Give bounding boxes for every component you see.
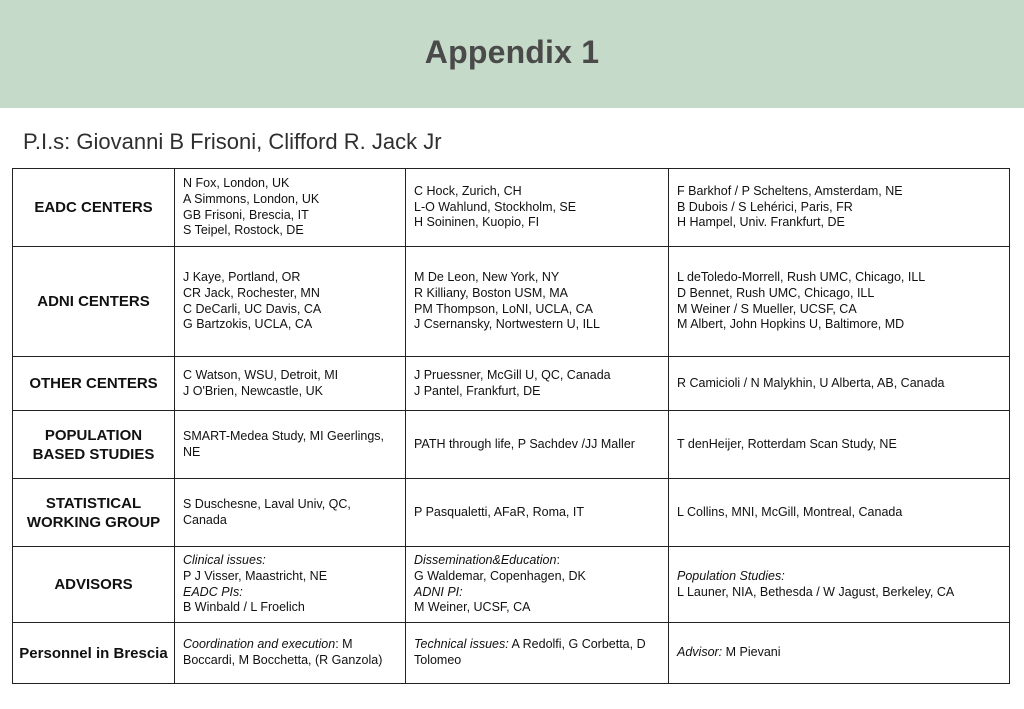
row-label: OTHER CENTERS <box>13 357 175 411</box>
table-row <box>13 479 1010 547</box>
cell-line: J O'Brien, Newcastle, UK <box>183 383 323 398</box>
table-cell <box>406 479 669 547</box>
row-label: STATISTICAL WORKING GROUP <box>13 479 175 547</box>
cell-line: C Watson, WSU, Detroit, MI <box>183 367 339 382</box>
cell-line: G Waldemar, Copenhagen, DK <box>414 568 586 583</box>
table-cell <box>406 247 669 357</box>
table-cell <box>175 623 406 684</box>
cell-line: J Csernansky, Nortwestern U, ILL <box>414 317 600 332</box>
table-row <box>13 547 1010 623</box>
row-label: EADC CENTERS <box>13 169 175 247</box>
table-cell <box>175 169 406 247</box>
cell-italic-label: EADC PIs: <box>183 584 243 599</box>
cell-line: D Bennet, Rush UMC, Chicago, ILL <box>677 285 875 300</box>
cell-line: F Barkhof / P Scheltens, Amsterdam, NE <box>677 183 903 198</box>
cell-line: H Soininen, Kuopio, FI <box>414 215 540 230</box>
table-row <box>13 357 1010 411</box>
cell-line: J Pruessner, McGill U, QC, Canada <box>414 367 611 382</box>
cell-line <box>677 569 1001 585</box>
cell-line: L-O Wahlund, Stockholm, SE <box>414 199 577 214</box>
cell-line: P Pasqualetti, AFaR, Roma, IT <box>414 504 584 519</box>
cell-italic-label: Dissemination&Education <box>414 552 557 567</box>
cell-line: L Collins, MNI, McGill, Montreal, Canada <box>677 504 903 519</box>
table-cell <box>406 169 669 247</box>
cell-line: H Hampel, Univ. Frankfurt, DE <box>677 215 845 230</box>
table-cell <box>669 623 1010 684</box>
cell-line: N Fox, London, UK <box>183 175 290 190</box>
table-cell <box>669 247 1010 357</box>
cell-line: R Camicioli / N Malykhin, U Alberta, AB, Canada <box>677 375 945 390</box>
page-title: Appendix 1 <box>424 34 600 70</box>
cell-line <box>183 637 397 669</box>
table-cell <box>175 547 406 623</box>
principal-investigators: P.I.s: Giovanni B Frisoni, Clifford R. Jack Jr <box>23 129 442 154</box>
cell-line: M Weiner / S Mueller, UCSF, CA <box>677 301 857 316</box>
table-cell <box>669 169 1010 247</box>
table-cell <box>669 547 1010 623</box>
cell-line <box>677 645 1001 661</box>
cell-line: M De Leon, New York, NY <box>414 269 560 284</box>
cell-italic-label: Clinical issues: <box>183 552 266 567</box>
cell-line: C DeCarli, UC Davis, CA <box>183 301 322 316</box>
table-cell <box>175 479 406 547</box>
table-cell <box>406 357 669 411</box>
cell-line: S Teipel, Rostock, DE <box>183 223 304 238</box>
table-cell <box>175 357 406 411</box>
cell-line: J Pantel, Frankfurt, DE <box>414 383 541 398</box>
cell-line <box>414 553 660 569</box>
table-cell <box>406 411 669 479</box>
table-cell <box>175 247 406 357</box>
table-row <box>13 623 1010 684</box>
cell-line: P J Visser, Maastricht, NE <box>183 568 328 583</box>
row-label: Personnel in Brescia <box>13 623 175 684</box>
cell-text: : M Boccardi, M Bocchetta, (R Ganzola) <box>183 637 383 667</box>
table-row <box>13 411 1010 479</box>
row-label: ADNI CENTERS <box>13 247 175 357</box>
cell-line <box>183 585 397 601</box>
cell-line: C Hock, Zurich, CH <box>414 183 522 198</box>
cell-line <box>414 585 660 601</box>
cell-line: M Albert, John Hopkins U, Baltimore, MD <box>677 317 905 332</box>
cell-line: A Simmons, London, UK <box>183 191 320 206</box>
table-cell <box>406 547 669 623</box>
cell-text: M Pievani <box>722 645 781 660</box>
cell-line: B Dubois / S Lehérici, Paris, FR <box>677 199 853 214</box>
cell-line: M Weiner, UCSF, CA <box>414 600 531 615</box>
cell-line: SMART-Medea Study, MI Geerlings, NE <box>183 428 385 459</box>
cell-italic-label: ADNI PI: <box>414 584 463 599</box>
cell-italic-label: Population Studies: <box>677 568 785 583</box>
table-cell <box>669 411 1010 479</box>
cell-line: B Winbald / L Froelich <box>183 600 305 615</box>
table-row <box>13 169 1010 247</box>
table-cell <box>406 623 669 684</box>
cell-italic-label: Coordination and execution <box>183 637 336 652</box>
cell-line: J Kaye, Portland, OR <box>183 269 301 284</box>
cell-line: R Killiany, Boston USM, MA <box>414 285 568 300</box>
cell-text: : <box>556 552 560 567</box>
cell-italic-label: Technical issues: <box>414 637 509 652</box>
cell-line <box>183 553 397 569</box>
cell-line: L Launer, NIA, Bethesda / W Jagust, Berkeley, CA <box>677 584 955 599</box>
table-cell <box>669 479 1010 547</box>
table-row <box>13 247 1010 357</box>
row-label: POPULATION BASED STUDIES <box>13 411 175 479</box>
table-cell <box>669 357 1010 411</box>
cell-line: PM Thompson, LoNI, UCLA, CA <box>414 301 594 316</box>
cell-italic-label: Advisor: <box>677 645 723 660</box>
cell-line: PATH through life, P Sachdev /JJ Maller <box>414 436 635 451</box>
cell-line: T denHeijer, Rotterdam Scan Study, NE <box>677 436 897 451</box>
cell-text: A Redolfi, G Corbetta, D Tolomeo <box>414 637 646 667</box>
table-cell <box>175 411 406 479</box>
cell-line: L deToledo-Morrell, Rush UMC, Chicago, ILL <box>677 269 926 284</box>
row-label: ADVISORS <box>13 547 175 623</box>
cell-line: GB Frisoni, Brescia, IT <box>183 207 309 222</box>
cell-line <box>414 637 660 669</box>
cell-line: S Duschesne, Laval Univ, QC, Canada <box>183 496 351 527</box>
cell-line: CR Jack, Rochester, MN <box>183 285 320 300</box>
cell-line: G Bartzokis, UCLA, CA <box>183 317 313 332</box>
header-band <box>0 0 1024 108</box>
centers-table <box>12 168 1010 684</box>
